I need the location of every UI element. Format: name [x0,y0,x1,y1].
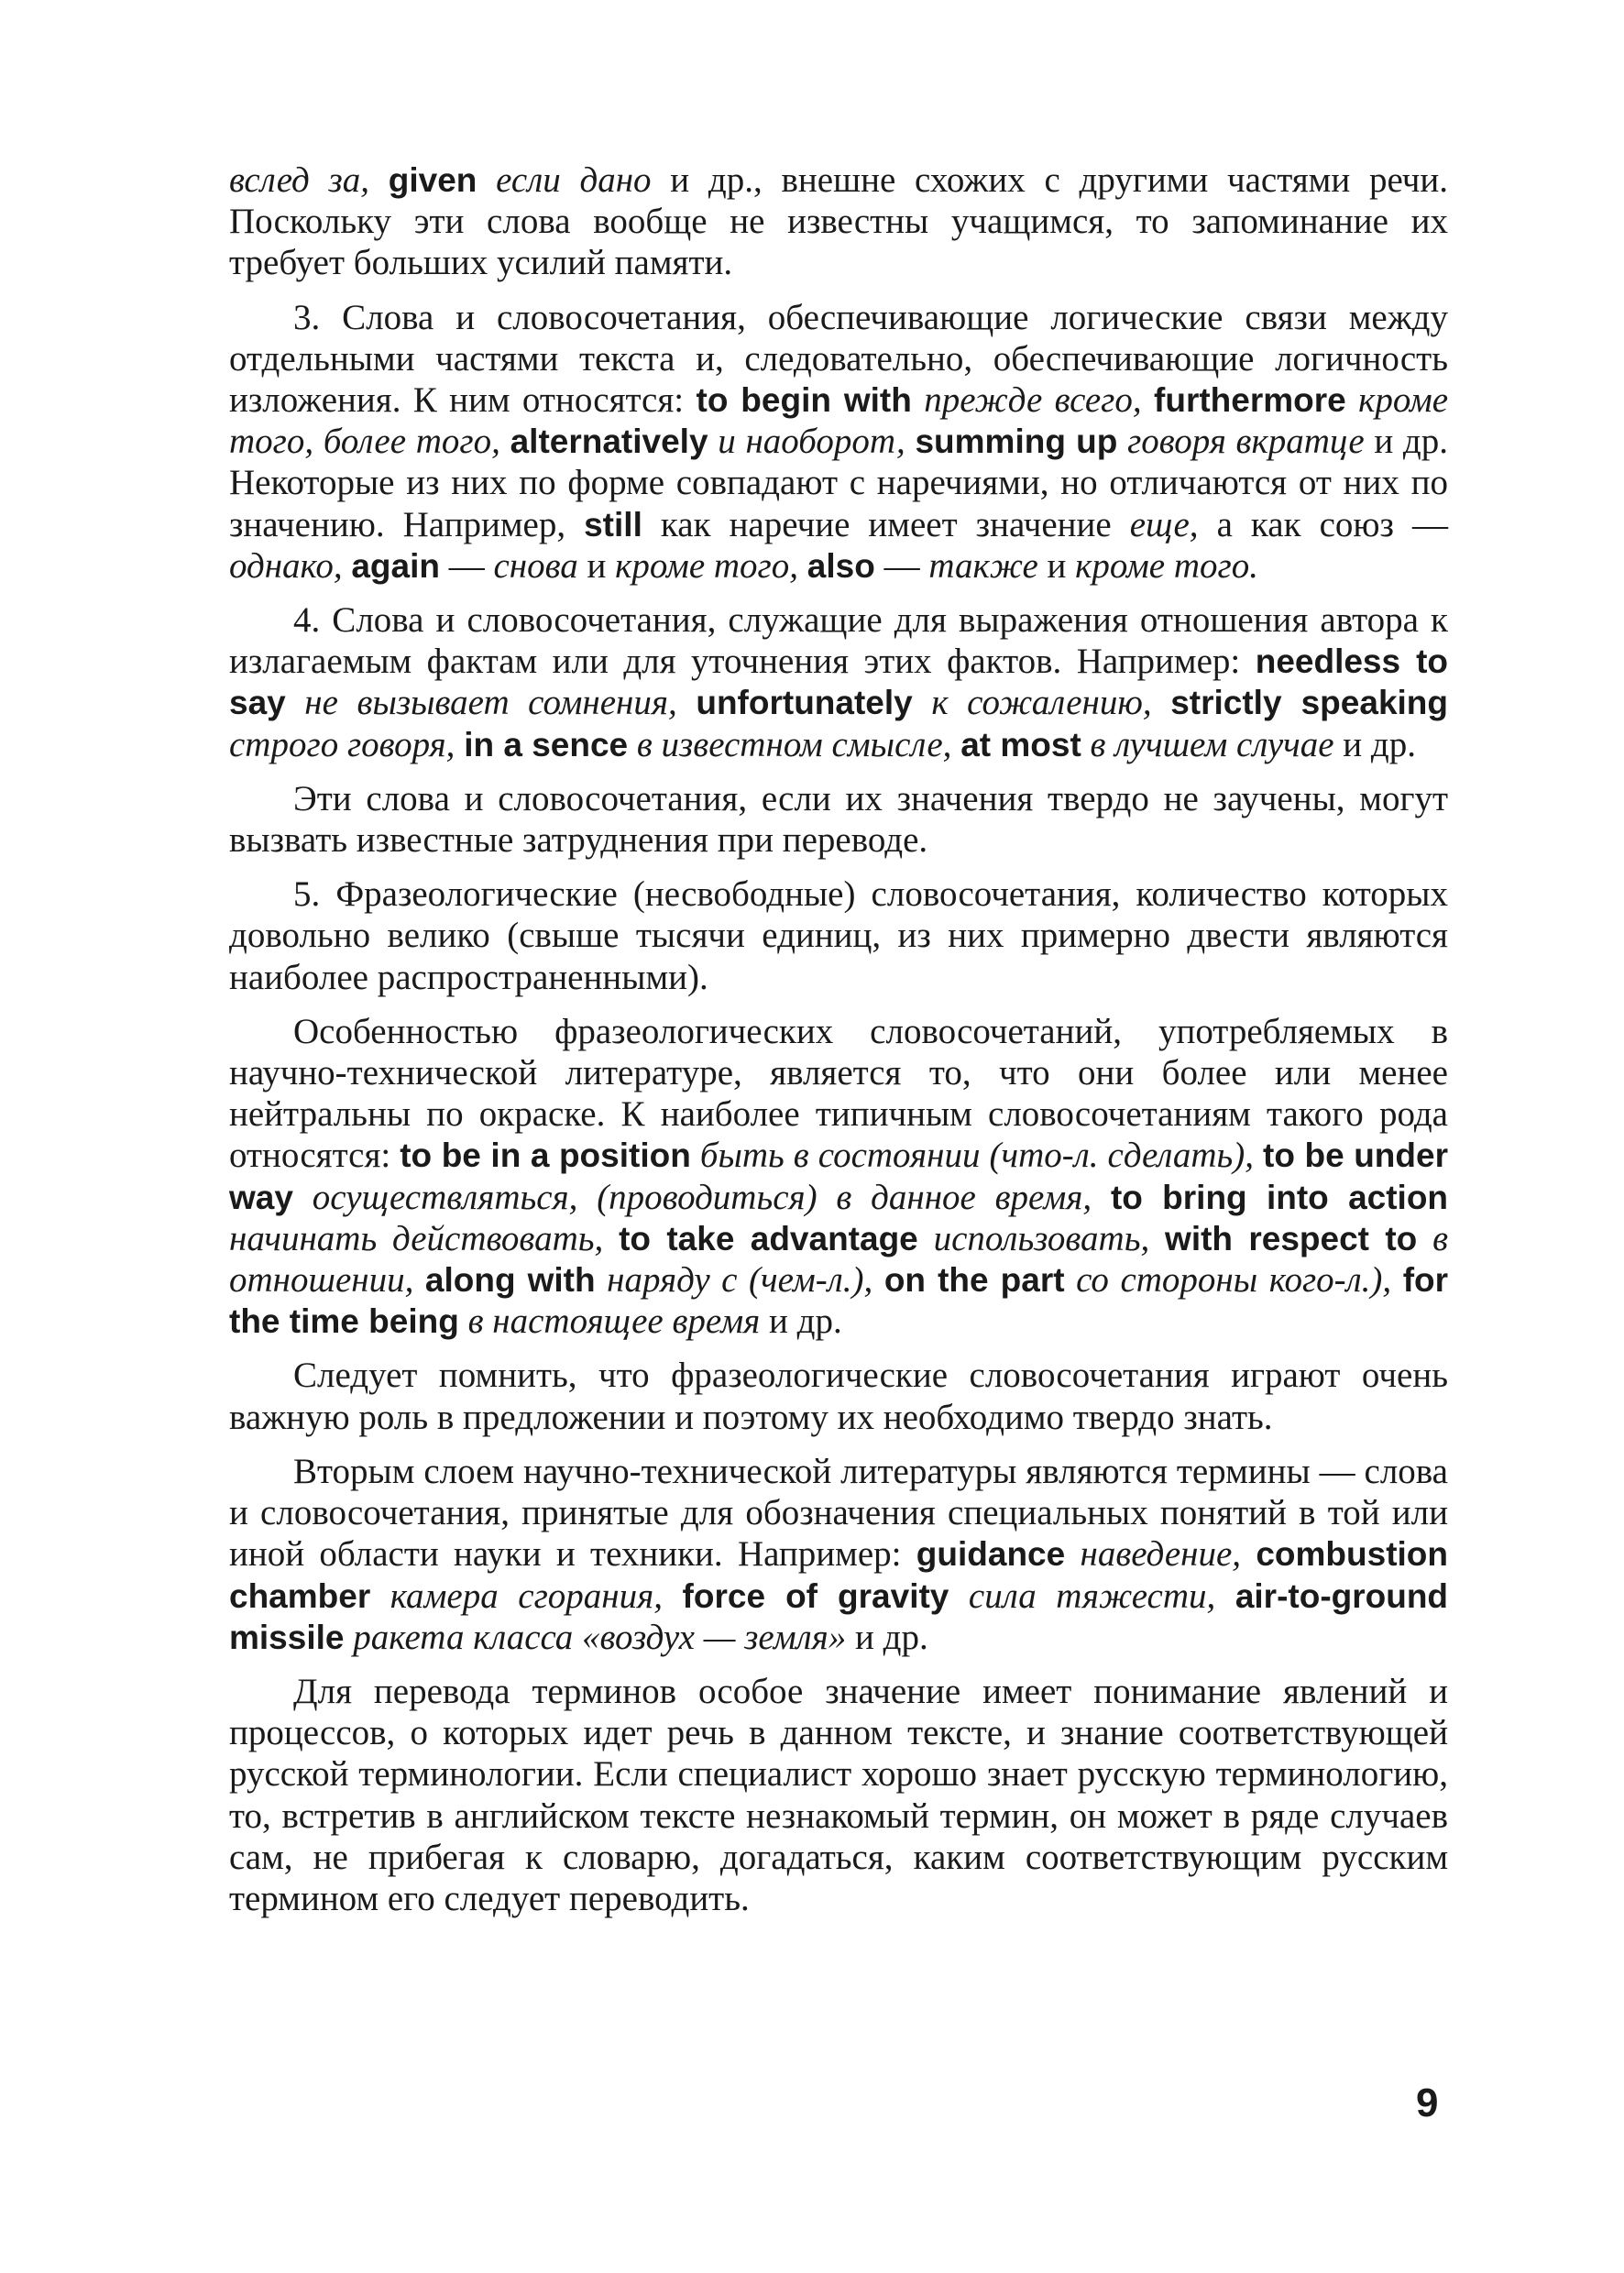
text-run: как наречие имеет значение [642,504,1130,544]
russian-translation: в настоящее время [467,1301,761,1342]
text-run [912,380,924,420]
text-run [918,1219,934,1258]
page-number: 9 [1416,2081,1439,2125]
paragraph [229,1355,1448,1437]
russian-translation: кроме того. [1075,545,1258,586]
text-run [905,422,916,461]
english-term: in a sence [464,725,629,763]
english-term: to begin with [696,381,912,420]
english-term: to take advantage [619,1219,918,1257]
russian-translation: вслед за, [229,160,369,200]
text-run [1092,1178,1111,1217]
text-run [1065,1260,1077,1300]
english-term: strictly speaking [1170,684,1449,722]
text-run [1081,725,1091,764]
text-run [1391,1260,1403,1300]
paragraph [229,1671,1448,1919]
text-run [477,160,496,200]
russian-translation: снова [493,545,578,586]
russian-translation: ракета класса «воздух — земля» [353,1617,847,1657]
russian-translation: если дано [496,160,652,200]
russian-translation: начинать действовать, [229,1218,604,1258]
text-run [949,1576,969,1616]
text-run: Следует помнить, что фразеологические словосочетания играют очень важную роль в предложении и поэтому их необходимо твердо знать. [229,1356,1448,1437]
text-run [1346,380,1358,420]
russian-translation: еще, [1129,504,1199,544]
russian-translation: со стороны кого-л.), [1076,1260,1392,1301]
text-run: Особенностью фразеологических словосочетаний, употребляемых в научно-технической литературе, является то, что они более или менее нейтральны по окраске. К наиболее типичным словосочетаниям такого рода относятся: [229,1011,1448,1176]
russian-translation: к сожалению, [931,683,1152,723]
text-run [1417,1219,1432,1258]
text-run [459,1301,468,1341]
english-term: summing up [915,423,1118,461]
text-run: 5. Фразеологические (несвободные) словосочетания, количество которых довольно велико (свыше тысячи единиц, из них примерно двести являются наиболее распространенными). [229,874,1448,997]
russian-translation: кроме того, [615,545,799,586]
paragraph [229,297,1448,587]
text-run [1065,1534,1080,1574]
text-run: а как союз — [1198,504,1448,544]
russian-translation: кроме того, более того, [229,380,1449,462]
russian-translation: строго говоря, [229,724,455,764]
english-term: combustion chamber [229,1535,1449,1615]
paragraph [229,1011,1448,1343]
english-term: along with [424,1261,596,1300]
russian-translation: также [928,545,1038,586]
russian-translation: прежде всего, [924,380,1142,421]
text-run [951,725,960,764]
page-body [229,159,1448,1932]
russian-translation: камера сгорания, [390,1576,664,1616]
english-term: still [584,505,642,544]
russian-translation: быть в состоянии (что-л. сделать), [699,1136,1255,1176]
english-term: to be in a position [400,1136,691,1175]
text-run: Вторым слоем научно-технической литературы являются термины — слова и словосочетания, принятые для обозначения специальных понятий в той или иной области науки и техники. Например: [229,1451,1448,1575]
text-run: и др., внешне схожих с другими частями речи. Поскольку эти слова вообще не известны учащимся, то запоминание их требует больших усилий памяти. [229,160,1449,283]
text-run [1215,1576,1235,1616]
text-run [677,683,697,722]
text-run [1241,1534,1256,1574]
paragraph [229,1451,1448,1658]
english-term: at most [960,725,1081,763]
english-term: needless to say [229,642,1448,722]
text-run [596,1260,608,1300]
english-term: with respect to [1165,1219,1418,1257]
russian-translation: использовать, [933,1218,1150,1258]
text-run [708,422,719,461]
english-term: furthermore [1154,381,1346,420]
text-run [1152,683,1171,722]
russian-translation: наведение, [1080,1534,1242,1575]
russian-translation: и наоборот, [718,422,905,462]
russian-translation: осуществляться, (проводиться) в данное время, [312,1177,1092,1217]
text-run: и др. [760,1301,842,1342]
english-term: on the part [883,1261,1065,1300]
text-run: и [1037,545,1076,586]
russian-translation: в известном смысле, [636,724,952,764]
text-run [1149,1219,1165,1258]
text-run [691,1136,700,1175]
text-run [798,546,807,586]
english-term: alternatively [510,423,708,461]
english-term: to bring into action [1110,1178,1449,1216]
text-run [455,725,464,764]
english-term: force of gravity [682,1576,949,1615]
text-run [343,546,352,586]
russian-translation: говоря вкратце [1127,422,1365,462]
text-run [913,683,932,722]
paragraph [229,778,1448,861]
english-term: also [807,546,875,585]
russian-translation: в лучшем случае [1090,724,1334,764]
text-run [500,422,510,461]
paragraph [229,599,1448,765]
paragraph [229,873,1448,998]
text-run [628,725,637,764]
english-term: again [351,546,440,585]
text-run [370,1576,390,1616]
text-run [286,683,305,722]
text-run [413,1260,425,1300]
english-term: for the time being [229,1261,1449,1341]
text-run: и [577,545,616,586]
russian-translation: наряду с (чем-л.), [607,1260,873,1301]
russian-translation: однако, [229,545,343,586]
text-run [1254,1136,1263,1175]
text-run [344,1618,353,1657]
russian-translation: сила тяжести, [968,1576,1216,1616]
text-run: 4. Слова и словосочетания, служащие для выражения отношения автора к излагаемым фактам или для уточнения этих фактов. Например: [229,600,1448,682]
text-run [1142,380,1154,420]
text-run: и др. [1333,724,1417,764]
text-run [872,1260,884,1300]
english-term: unfortunately [696,684,913,722]
russian-translation: не вызывает сомнения, [304,683,677,723]
english-term: guidance [916,1535,1066,1574]
text-run: — [439,545,494,586]
text-run [603,1219,619,1258]
text-run: и др. [846,1617,928,1657]
text-run: и др. Некоторые из них по форме совпадают с наречиями, но отличаются от них по значению. Например, [229,422,1448,544]
text-run: Эти слова и словосочетания, если их значения твердо не заучены, могут вызвать известные затруднения при переводе. [229,778,1448,861]
english-term: air-to-ground missile [229,1576,1449,1656]
paragraph [229,159,1448,284]
english-term: to be under way [229,1136,1448,1216]
text-run: — [874,545,929,586]
english-term: given [388,161,477,199]
text-run [293,1178,313,1217]
russian-translation: в отношении, [229,1218,1449,1301]
text-run: 3. Слова и словосочетания, обеспечивающие логические связи между отдельными частями текста и, следовательно, обеспечивающие логичность изложения. К ним относятся: [229,297,1448,421]
text-run [369,160,389,200]
text-run [1117,422,1127,461]
text-run: Для перевода терминов особое значение имеет понимание явлений и процессов, о которых идет речь в данном тексте, и знание соответствующей русской терминологии. Если специалист хорошо знает русскую терминологию, то, встретив в английском тексте незнакомый термин, он может в ряде случаев сам, не прибегая к словарю, догадаться, каким соответствующим русским термином его следует переводить. [229,1671,1448,1918]
text-run [663,1576,683,1616]
